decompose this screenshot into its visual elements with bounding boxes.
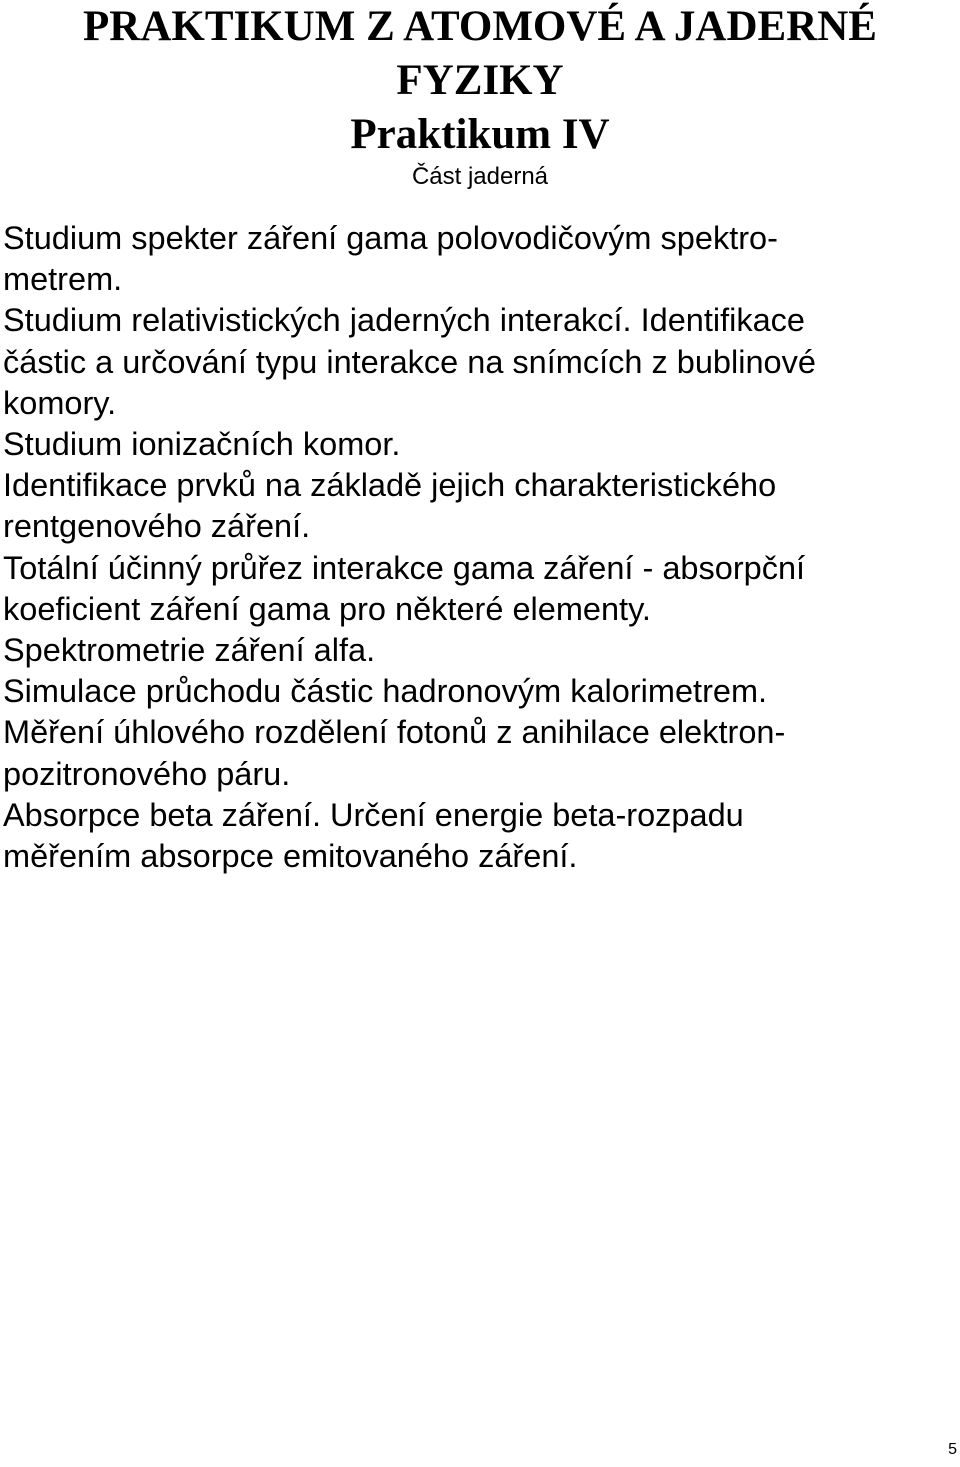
topic-line: měřením absorpce emitovaného záření.	[3, 838, 578, 875]
topic-line: částic a určování typu interakce na snímcích z bublinové	[3, 343, 816, 380]
topic-line: Měření úhlového rozdělení fotonů z anihilace elektron-	[3, 714, 786, 751]
topic-line: pozitronového páru.	[3, 755, 291, 792]
topic-line: Simulace průchodu částic hadronovým kalorimetrem.	[3, 673, 768, 710]
topic-line: rentgenového záření.	[3, 508, 311, 545]
document-title	[0, 0, 960, 108]
topic-line: Identifikace prvků na základě jejich charakteristického	[3, 467, 777, 504]
document-title-line2: FYZIKY	[396, 57, 564, 104]
document-part: Část jaderná	[411, 163, 549, 190]
document-header	[0, 0, 960, 192]
topic-line: metrem.	[3, 261, 123, 298]
topic-line: Studium relativistických jaderných interakcí. Identifikace	[3, 302, 806, 339]
document-subtitle: Praktikum IV	[350, 111, 610, 158]
topic-line: Spektrometrie záření alfa.	[3, 632, 376, 669]
topic-line: Studium ionizačních komor.	[3, 426, 401, 463]
topic-line: komory.	[3, 384, 117, 421]
topic-line: koeficient záření gama pro některé elementy.	[3, 590, 651, 627]
topic-list	[3, 218, 958, 877]
page-number: 5	[948, 1441, 957, 1458]
topic-line: Totální účinný průřez interakce gama záření - absorpční	[3, 549, 806, 586]
topic-line: Studium spekter záření gama polovodičovým spektro-	[3, 220, 778, 256]
document-title-line1: PRAKTIKUM Z ATOMOVÉ A JADERNÉ	[83, 3, 877, 50]
topic-line: Absorpce beta záření. Určení energie beta-rozpadu	[3, 796, 744, 833]
